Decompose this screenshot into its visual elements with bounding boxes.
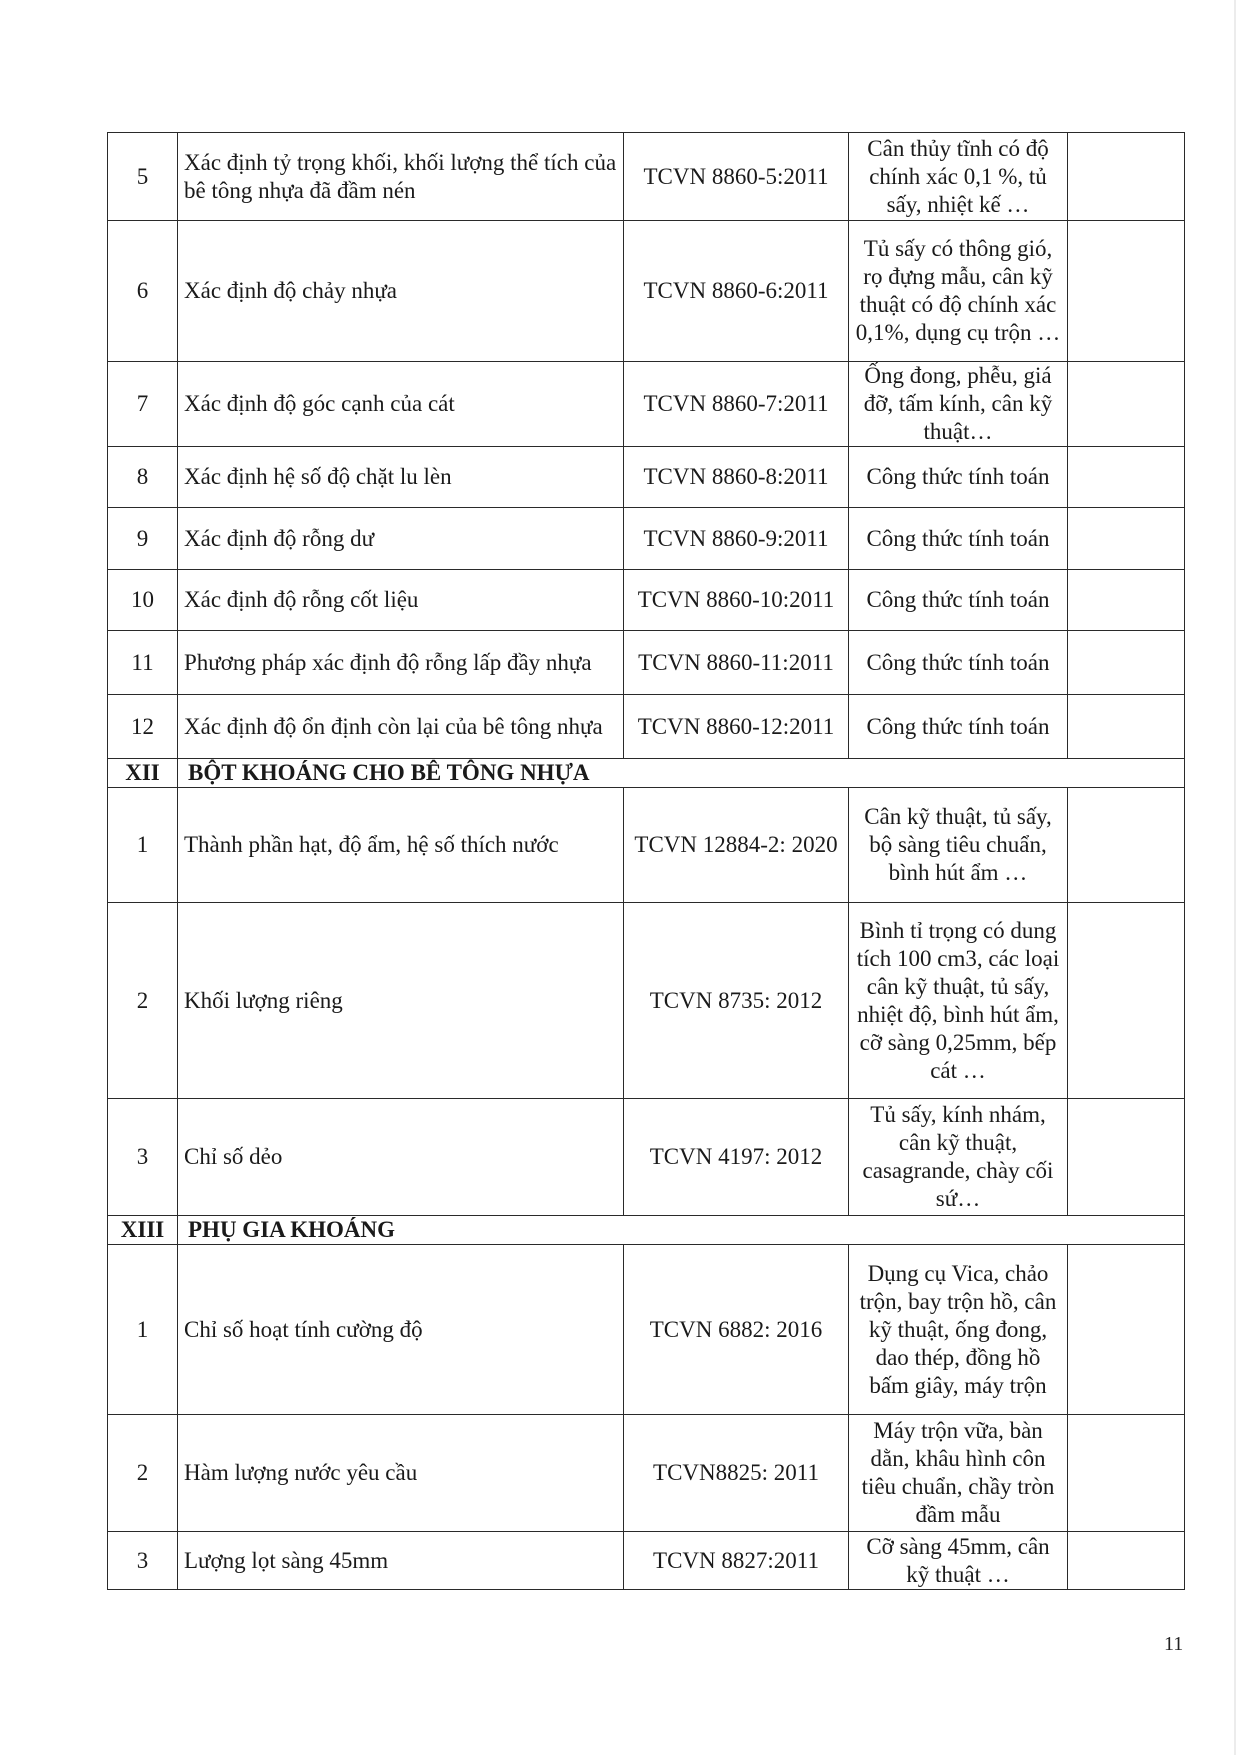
standard-code: TCVN 8860-12:2011 [624, 695, 849, 759]
standard-code: TCVN 8827:2011 [624, 1532, 849, 1590]
equipment: Máy trộn vữa, bàn dằn, khâu hình côn tiêu chuẩn, chầy tròn đầm mẫu [849, 1415, 1068, 1532]
standard-code: TCVN 6882: 2016 [624, 1245, 849, 1415]
row-number: 7 [108, 362, 178, 447]
note-cell [1068, 903, 1185, 1099]
row-number: 6 [108, 221, 178, 362]
table-row [108, 133, 1185, 221]
test-name: Xác định độ chảy nhựa [178, 221, 624, 362]
standard-code: TCVN 12884-2: 2020 [624, 788, 849, 903]
row-number: 10 [108, 570, 178, 631]
standard-code: TCVN 8860-7:2011 [624, 362, 849, 447]
standard-code: TCVN 8860-8:2011 [624, 447, 849, 508]
section-title: PHỤ GIA KHOÁNG [178, 1216, 1185, 1245]
table-row [108, 1099, 1185, 1216]
note-cell [1068, 1099, 1185, 1216]
note-cell [1068, 788, 1185, 903]
equipment: Cân thủy tĩnh có độ chính xác 0,1 %, tủ sấy, nhiệt kế … [849, 133, 1068, 221]
table-row [108, 447, 1185, 508]
equipment: Công thức tính toán [849, 695, 1068, 759]
standard-code: TCVN 8735: 2012 [624, 903, 849, 1099]
test-name: Chỉ số dẻo [178, 1099, 624, 1216]
note-cell [1068, 133, 1185, 221]
row-number: 2 [108, 1415, 178, 1532]
note-cell [1068, 695, 1185, 759]
note-cell [1068, 1245, 1185, 1415]
row-number: 3 [108, 1532, 178, 1590]
standard-code: TCVN 4197: 2012 [624, 1099, 849, 1216]
standard-code: TCVN 8860-11:2011 [624, 631, 849, 695]
equipment: Cân kỹ thuật, tủ sấy, bộ sàng tiêu chuẩn, bình hút ẩm … [849, 788, 1068, 903]
table-row [108, 788, 1185, 903]
row-number: 1 [108, 1245, 178, 1415]
test-name: Xác định độ rỗng dư [178, 508, 624, 570]
table-row [108, 570, 1185, 631]
equipment: Công thức tính toán [849, 447, 1068, 508]
test-name: Hàm lượng nước yêu cầu [178, 1415, 624, 1532]
table-row [108, 695, 1185, 759]
note-cell [1068, 1532, 1185, 1590]
equipment: Công thức tính toán [849, 508, 1068, 570]
table-row [108, 631, 1185, 695]
standard-code: TCVN 8860-10:2011 [624, 570, 849, 631]
row-number: 12 [108, 695, 178, 759]
scan-edge-shadow [1234, 0, 1236, 1755]
note-cell [1068, 447, 1185, 508]
table-row [108, 1415, 1185, 1532]
row-number: 3 [108, 1099, 178, 1216]
standard-code: TCVN 8860-9:2011 [624, 508, 849, 570]
test-name: Thành phần hạt, độ ẩm, hệ số thích nước [178, 788, 624, 903]
row-number: 9 [108, 508, 178, 570]
standard-code: TCVN 8860-6:2011 [624, 221, 849, 362]
test-name: Phương pháp xác định độ rỗng lấp đầy nhựa [178, 631, 624, 695]
page-number: 11 [1164, 1633, 1184, 1655]
note-cell [1068, 631, 1185, 695]
test-name: Xác định độ ổn định còn lại của bê tông nhựa [178, 695, 624, 759]
section-title: BỘT KHOÁNG CHO BÊ TÔNG NHỰA [178, 759, 1185, 788]
note-cell [1068, 570, 1185, 631]
table-row [108, 903, 1185, 1099]
row-number: 8 [108, 447, 178, 508]
test-name: Khối lượng riêng [178, 903, 624, 1099]
equipment: Cỡ sàng 45mm, cân kỹ thuật … [849, 1532, 1068, 1590]
table-row [108, 362, 1185, 447]
test-name: Chỉ số hoạt tính cường độ [178, 1245, 624, 1415]
note-cell [1068, 1415, 1185, 1532]
row-number: 2 [108, 903, 178, 1099]
equipment: Tủ sấy có thông gió, rọ đựng mẫu, cân kỹ thuật có độ chính xác 0,1%, dụng cụ trộn … [849, 221, 1068, 362]
standard-code: TCVN8825: 2011 [624, 1415, 849, 1532]
test-name: Xác định độ góc cạnh của cát [178, 362, 624, 447]
table-row [108, 508, 1185, 570]
row-number: 1 [108, 788, 178, 903]
row-number: 5 [108, 133, 178, 221]
section-row [108, 1216, 1185, 1245]
test-name: Xác định độ rỗng cốt liệu [178, 570, 624, 631]
equipment: Ống đong, phễu, giá đỡ, tấm kính, cân kỹ thuật… [849, 362, 1068, 447]
equipment: Công thức tính toán [849, 570, 1068, 631]
equipment: Dụng cụ Vica, chảo trộn, bay trộn hồ, cân kỹ thuật, ống đong, dao thép, đồng hồ bấm giây, máy trộn [849, 1245, 1068, 1415]
row-number: 11 [108, 631, 178, 695]
note-cell [1068, 221, 1185, 362]
section-row [108, 759, 1185, 788]
table-row [108, 1245, 1185, 1415]
standard-code: TCVN 8860-5:2011 [624, 133, 849, 221]
table-row [108, 221, 1185, 362]
note-cell [1068, 362, 1185, 447]
test-name: Lượng lọt sàng 45mm [178, 1532, 624, 1590]
section-number: XIII [108, 1216, 178, 1245]
section-number: XII [108, 759, 178, 788]
equipment: Bình tỉ trọng có dung tích 100 cm3, các loại cân kỹ thuật, tủ sấy, nhiệt độ, bình hút ẩm, cỡ sàng 0,25mm, bếp cát … [849, 903, 1068, 1099]
equipment: Tủ sấy, kính nhám, cân kỹ thuật, casagrande, chày cối sứ… [849, 1099, 1068, 1216]
test-name: Xác định hệ số độ chặt lu lèn [178, 447, 624, 508]
table-row [108, 1532, 1185, 1590]
equipment: Công thức tính toán [849, 631, 1068, 695]
note-cell [1068, 508, 1185, 570]
test-name: Xác định tỷ trọng khối, khối lượng thể tích của bê tông nhựa đã đầm nén [178, 133, 624, 221]
test-methods-table [107, 132, 1185, 1590]
